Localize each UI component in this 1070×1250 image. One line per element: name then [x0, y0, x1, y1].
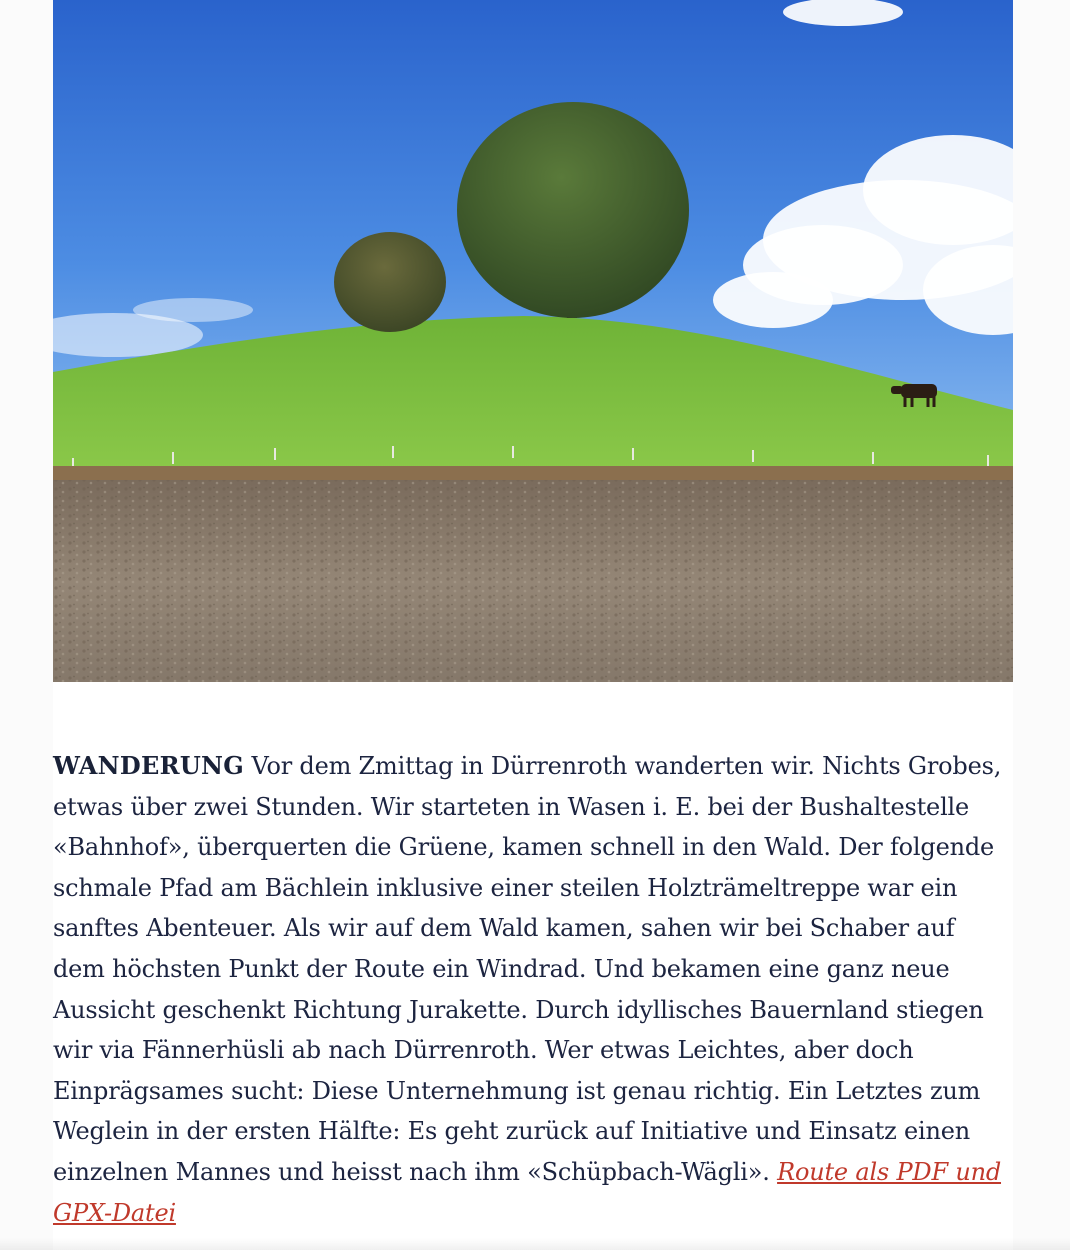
article-paragraph — [53, 746, 1013, 1233]
field-edge — [53, 466, 1013, 480]
big-tree — [457, 102, 689, 318]
small-tree — [334, 232, 446, 332]
article-body: Vor dem Zmittag in Dürrenroth wanderten wir. Nichts Grobes, etwas über zwei Stunden. Wir starteten in Wasen i. E. bei der Bushaltestelle «Bahnhof», überquerten die Grüene, kamen schnell in den Wald. Der folgende schmale Pfad am Bächlein inklusive einer steilen Holzträmeltreppe war ein sanftes Abenteuer. Als wir auf dem Wald kamen, sahen wir bei Schaber auf dem höchsten Punkt der Route ein Windrad. Und bekamen eine ganz neue Aussicht geschenkt Richtung Jurakette. Durch idyllisches Bauernland stiegen wir via Fännerhüsli ab nach Dürrenroth. Wer etwas Leichtes, aber doch Einprägsames sucht: Diese Unternehmung ist genau richtig. Ein Letztes zum Weglein in der ersten Hälfte: Es geht zurück auf Initiative und Einsatz einen einzelnen Mannes und heisst nach ihm «Schüpbach-Wägli». — [53, 752, 1002, 1186]
article-column — [53, 0, 1013, 1250]
route-download-link[interactable]: Route als PDF und GPX-Datei — [53, 1157, 1002, 1227]
bottom-divider — [0, 1238, 1070, 1250]
article-kicker: WANDERUNG — [53, 751, 245, 780]
landscape-photo — [53, 0, 1013, 682]
